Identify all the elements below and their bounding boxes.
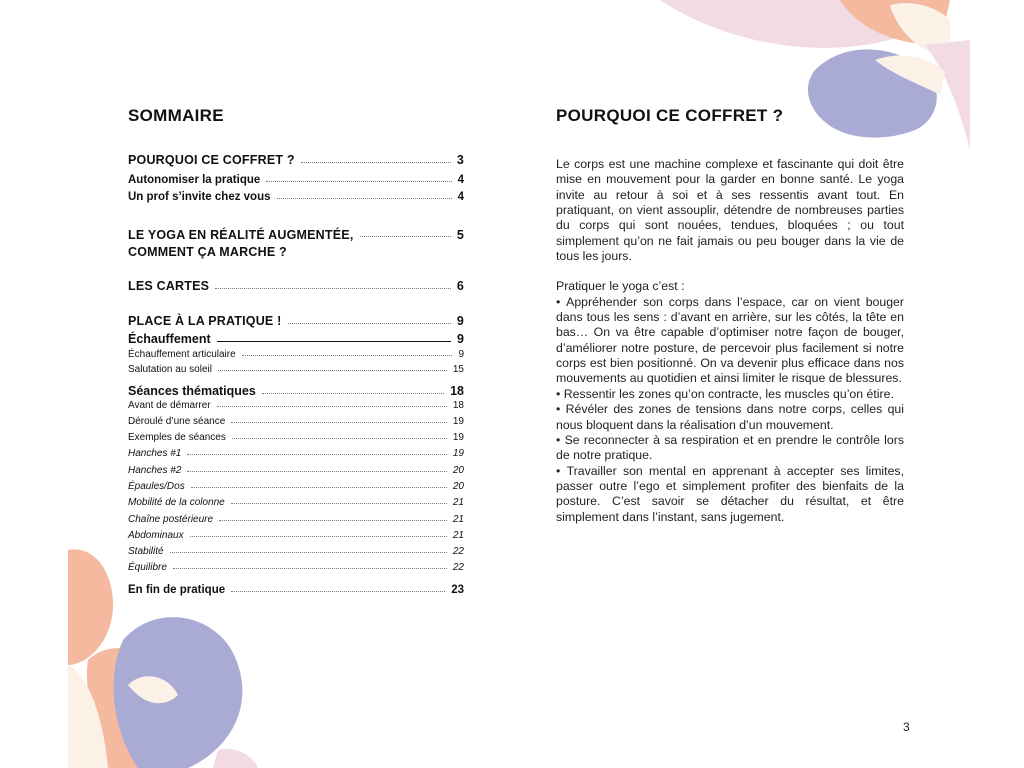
toc-entry-label: Mobilité de la colonne xyxy=(128,497,225,508)
toc-entry-page: 4 xyxy=(457,174,464,186)
list-intro: Pratiquer le yoga c’est : xyxy=(556,279,685,294)
toc-entry-page: 23 xyxy=(451,584,464,596)
list-item: • Se reconnecter à sa respiration et en prendre le contrôle lors de notre pratique. xyxy=(556,433,904,464)
dot-leader xyxy=(170,552,447,553)
dot-leader xyxy=(217,341,451,342)
toc-entry-label: Stabilité xyxy=(128,546,164,557)
dot-leader xyxy=(262,393,444,394)
toc-entry-page: 20 xyxy=(452,465,464,476)
toc-entry-page: 22 xyxy=(452,546,464,557)
list-item: • Travailler son mental en apprenant à accepter ses limites, passer outre l’ego et simplement profiter des bienfaits de la posture. C’est savoir se détacher du résultat, et être simplement dans l’instant, sans jugement. xyxy=(556,464,904,525)
toc-entry-page: 21 xyxy=(452,530,464,541)
dot-leader xyxy=(231,422,447,423)
toc-entry-label: Autonomiser la pratique xyxy=(128,174,261,186)
dot-leader xyxy=(231,503,447,504)
dot-leader xyxy=(301,162,451,163)
dot-leader xyxy=(215,288,451,289)
toc-entry-page: 21 xyxy=(452,497,464,508)
toc-entry-label: Échauffement xyxy=(128,332,211,346)
toc-entry-page: 3 xyxy=(456,153,464,167)
toc-entry[interactable] xyxy=(128,153,464,167)
toc-entry-page: 9 xyxy=(457,332,464,346)
dot-leader xyxy=(232,438,447,439)
toc-entry-label xyxy=(128,227,354,261)
toc-entry-label: Hanches #2 xyxy=(128,465,182,476)
dot-leader xyxy=(191,487,447,488)
toc-entry-label: Un prof s’invite chez vous xyxy=(128,191,271,203)
toc-entry-label: Salutation au soleil xyxy=(128,364,212,375)
toc-entry[interactable] xyxy=(128,174,464,186)
toc-entry-label: Hanches #1 xyxy=(128,448,182,459)
toc-entry-label: En fin de pratique xyxy=(128,584,226,596)
toc-entry-page: 19 xyxy=(452,432,464,443)
toc-entry[interactable] xyxy=(128,546,464,557)
toc-entry-label: POURQUOI CE COFFRET ? xyxy=(128,153,295,167)
toc-entry[interactable] xyxy=(128,332,464,346)
dot-leader xyxy=(219,520,447,521)
body-paragraph: Le corps est une machine complexe et fascinante qui doit être mise en mouvement pour la garder en bonne santé. Le yoga invite au retour à soi et à ses ressentis avant tout. En pratiquant, on vient assouplir, détendre de nombreuses parties du corps qui sont nouées, tendues, bloquées ; ou tout simplement qu’on ne fait jamais ou peu bouger dans la vie de tous les jours. xyxy=(556,157,904,264)
toc-entry[interactable] xyxy=(128,227,464,261)
toc-entry-label: Séances thématiques xyxy=(128,384,256,398)
toc-entry-page: 19 xyxy=(452,448,464,459)
toc-entry-label: Chaîne postérieure xyxy=(128,514,214,525)
toc-entry[interactable] xyxy=(128,481,464,492)
toc-entry[interactable] xyxy=(128,384,464,398)
toc-entry[interactable] xyxy=(128,448,464,459)
dot-leader xyxy=(187,454,447,455)
toc-entry[interactable] xyxy=(128,530,464,541)
toc-entry[interactable] xyxy=(128,191,464,203)
toc-entry[interactable] xyxy=(128,364,464,375)
toc-entry-page: 9 xyxy=(458,349,464,360)
toc-entry-page: 18 xyxy=(452,400,464,411)
section-body xyxy=(556,157,904,525)
toc-entry[interactable] xyxy=(128,279,464,293)
toc-entry[interactable] xyxy=(128,562,464,573)
toc-entry-page: 20 xyxy=(452,481,464,492)
section-title: POURQUOI CE COFFRET ? xyxy=(556,106,784,125)
toc-entry-label: Échauffement articulaire xyxy=(128,349,236,360)
toc-entry-page: 9 xyxy=(456,314,464,328)
toc-entry[interactable] xyxy=(128,416,464,427)
toc-entry-label-line2: COMMENT ÇA MARCHE ? xyxy=(128,245,287,259)
toc-entry-label: Abdominaux xyxy=(128,530,184,541)
dot-leader xyxy=(218,370,447,371)
toc-entry-label: Déroulé d’une séance xyxy=(128,416,226,427)
dot-leader xyxy=(231,591,445,592)
dot-leader xyxy=(277,198,452,199)
toc-entry-page: 21 xyxy=(452,514,464,525)
toc-entry[interactable] xyxy=(128,400,464,411)
toc-entry-page: 4 xyxy=(457,191,464,203)
toc-entry[interactable] xyxy=(128,432,464,443)
toc-entry-label-line1: LE YOGA EN RÉALITÉ AUGMENTÉE, xyxy=(128,228,354,242)
page-number: 3 xyxy=(903,720,910,734)
toc-entry-label: Exemples de séances xyxy=(128,432,226,443)
toc-entry-label: LES CARTES xyxy=(128,279,210,293)
dot-leader xyxy=(360,236,451,237)
toc-entry-page: 19 xyxy=(452,416,464,427)
decorative-leaf-shapes-top xyxy=(640,0,970,160)
toc-entry[interactable] xyxy=(128,314,464,328)
toc-entry-page: 5 xyxy=(456,228,464,242)
dot-leader xyxy=(266,181,451,182)
list-item: • Ressentir les zones qu’on contracte, les muscles qu’on étire. xyxy=(556,387,904,402)
dot-leader xyxy=(217,406,447,407)
dot-leader xyxy=(187,471,447,472)
toc-entry-label: PLACE À LA PRATIQUE ! xyxy=(128,314,282,328)
toc-entry-page: 22 xyxy=(452,562,464,573)
list-item: • Appréhender son corps dans l’espace, car on vient bouger dans tous les sens : d’avant en arrière, sur les côtés, la tête en bas… On va être capable d’optimiser notre façon de bouger, d’améliorer notre posture, de percevoir plus facilement si notre corps est bien positionné. On va devenir plus efficace dans nos mouvements au quotidien et ainsi limiter le risque de blessures. xyxy=(556,295,904,387)
dot-leader xyxy=(173,568,447,569)
toc-entry[interactable] xyxy=(128,349,464,360)
toc-entry-page: 18 xyxy=(450,384,464,398)
toc-entry[interactable] xyxy=(128,465,464,476)
toc-entry-page: 6 xyxy=(456,279,464,293)
toc-entry-page: 15 xyxy=(452,364,464,375)
dot-leader xyxy=(190,536,447,537)
toc-entry[interactable] xyxy=(128,497,464,508)
list-item: • Révéler des zones de tensions dans notre corps, celles qui nous bloquent dans la réalisation d’un mouvement. xyxy=(556,402,904,433)
toc-entry-label: Épaules/Dos xyxy=(128,481,185,492)
dot-leader xyxy=(288,323,451,324)
toc-entry[interactable] xyxy=(128,514,464,525)
toc-entry-label: Avant de démarrer xyxy=(128,400,211,411)
toc-title: SOMMAIRE xyxy=(128,106,224,125)
decorative-leaf-shapes-bottom xyxy=(68,545,258,768)
toc-entry[interactable] xyxy=(128,584,464,596)
benefits-list xyxy=(556,295,904,525)
toc-entry-label: Équilibre xyxy=(128,562,167,573)
dot-leader xyxy=(242,355,453,356)
